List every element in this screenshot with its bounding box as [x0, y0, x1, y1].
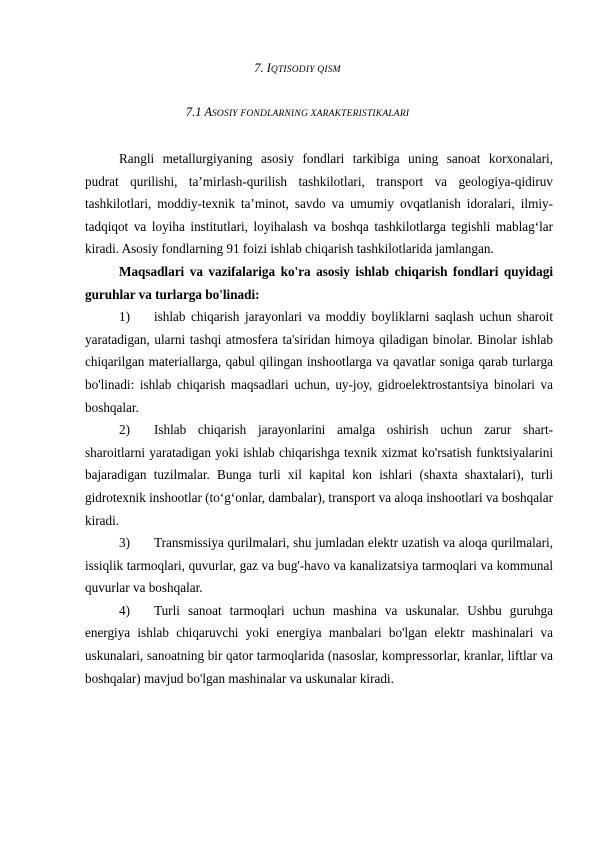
- list-item-number: 2): [119, 422, 130, 438]
- list-item: [85, 306, 553, 419]
- list-item-text: Transmissiya qurilmalari, shu jumladan elektr uzatish va aloqa qurilmalari, issiqlik tarmoqlari, quvurlar, gaz va bug'-havo va kanalizatsiya tarmoqlari va kommunal quvurlar va boshqalar.: [85, 535, 553, 596]
- subsection-heading-title: SOSIY FONDLARNING XARAKTERISTIKALARI: [211, 109, 410, 119]
- list-item-text: Turli sanoat tarmoqlari uchun mashina va uskunalar. Ushbu guruhga energiya ishlab chiqaruvchi yoki energiya manbalari bo'lgan elektr mashinalari va uskunalari, sanoatning bir qator tarmoqlarida (nasoslar, kompressorlar, kranlar, liftlar va boshqalar) mavjud bo'lgan mashinalar va uskunalar kiradi.: [85, 602, 553, 686]
- section-heading: [0, 60, 595, 78]
- list-item-text: Ishlab chiqarish jarayonlarini amalga oshirish uchun zarur shart-sharoitlarni yaratadigan yoki ishlab chiqarishga texnik xizmat ko'rsatish funktsiyalarini bajaradigan tuzilmalar. Bunga turli xil kapital kon ishlari (shaxta shaxtalari), turli gidrotexnik inshootlar (to‘g‘onlar, dambalar), transport va aloqa inshootlari va boshqalar kiradi.: [85, 422, 553, 528]
- subsection-heading: [0, 104, 595, 122]
- list-item-number: 3): [119, 535, 130, 551]
- list-item-number: 4): [119, 602, 130, 618]
- bold-lead-paragraph: Maqsadlari va vazifalariga ko'ra asosiy ishlab chiqarish fondlari quyidagi guruhlar va turlarga bo'linadi:: [85, 263, 553, 302]
- list-item: [85, 600, 553, 690]
- list-item-number: 1): [119, 309, 130, 325]
- subsection-heading-number: 7.1 A: [185, 105, 212, 119]
- section-heading-number: 7. I: [254, 61, 271, 75]
- section-heading-title: QTISODIY QISM: [270, 65, 341, 75]
- intro-paragraph: Rangli metallurgiyaning asosiy fondlari tarkibiga uning sanoat korxonalari, pudrat qurilishi, ta’mirlash-qurilish tashkilotlari, transport va geologiya-qidiruv tashkilotlari, moddiy-texnik ta’minot, savdo va umumiy ovqatlanish idoralari, ilmiy-tadqiqot va loyiha institutlari, loyihalash va boshqa tashkilotlarga tegishli mablag‘lar kiradi. Asosiy fondlarning 91 foizi ishlab chiqarish tashkilotlarida jamlangan.: [85, 151, 553, 257]
- list-item: [85, 419, 553, 532]
- list-item-text: ishlab chiqarish jarayonlari va moddiy boyliklarni saqlash uchun sharoit yaratadigan, ularni tashqi atmosfera ta'siridan himoya qiladigan binolar. Binolar ishlab chiqarilgan materiallarga, qabul qilingan inshootlarga va qavatlar soniga qarab turlarga bo'linadi: ishlab chiqarish maqsadlari uchun, uy-joy, gidroelektrostantsiya binolari va boshqalar.: [85, 309, 553, 415]
- document-body: [85, 148, 553, 690]
- list-item: [85, 532, 553, 600]
